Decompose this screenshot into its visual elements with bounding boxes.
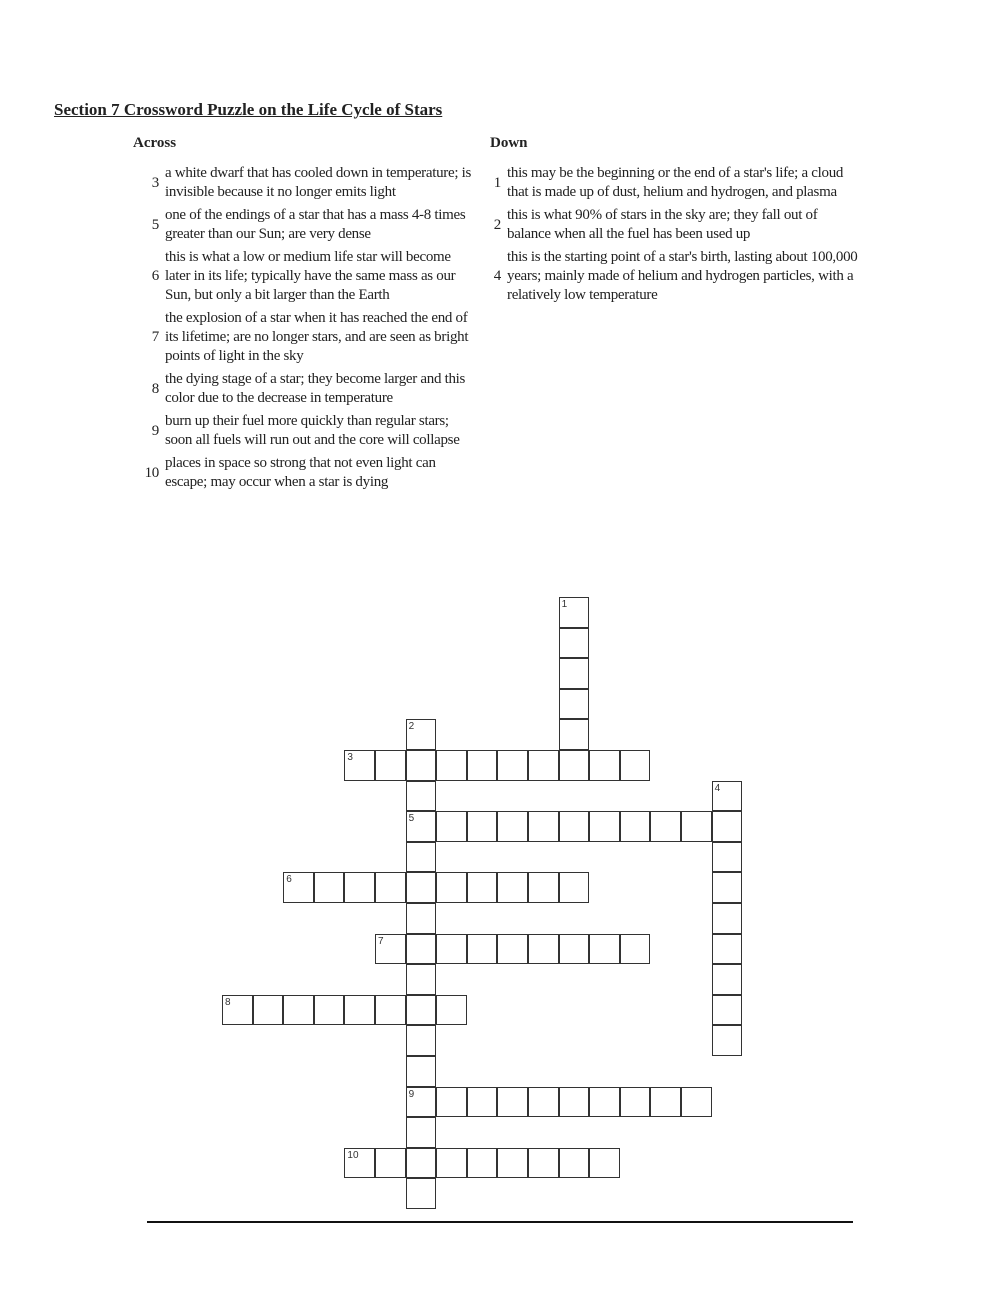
grid-cell[interactable] <box>497 811 528 842</box>
grid-cell[interactable] <box>436 750 467 781</box>
grid-cell[interactable] <box>528 934 559 965</box>
down-clues <box>490 135 860 309</box>
clue-text: this may be the beginning or the end of a star's life; a cloud that is made up of dust, helium and hydrogen, and plasma <box>507 165 844 200</box>
grid-cell[interactable] <box>528 811 559 842</box>
grid-cell[interactable] <box>650 811 681 842</box>
grid-cell[interactable] <box>436 1087 467 1118</box>
grid-cell[interactable] <box>467 872 498 903</box>
grid-cell[interactable] <box>436 872 467 903</box>
grid-cell[interactable] <box>436 811 467 842</box>
across-clue <box>133 412 478 450</box>
grid-cell[interactable] <box>712 934 743 965</box>
grid-cell[interactable] <box>528 750 559 781</box>
grid-cell[interactable] <box>497 934 528 965</box>
grid-cell[interactable] <box>344 995 375 1026</box>
grid-cell[interactable] <box>620 934 651 965</box>
grid-cell[interactable] <box>406 719 437 750</box>
across-clue <box>133 164 478 202</box>
grid-cell[interactable] <box>436 995 467 1026</box>
grid-cell[interactable] <box>589 1087 620 1118</box>
cell-number: 3 <box>347 752 353 763</box>
grid-cell[interactable] <box>314 872 345 903</box>
clue-text: this is what 90% of stars in the sky are; they fall out of balance when all the fuel has been used up <box>507 207 818 242</box>
grid-cell[interactable] <box>406 1148 437 1179</box>
down-clue <box>490 248 860 305</box>
grid-cell[interactable] <box>406 750 437 781</box>
cell-number: 10 <box>347 1149 359 1161</box>
grid-cell[interactable] <box>467 934 498 965</box>
section-title: Section 7 Crossword Puzzle on the Life Cycle of Stars <box>54 100 443 119</box>
cell-number: 9 <box>408 1088 415 1100</box>
cell-number: 1 <box>561 599 568 610</box>
cell-number: 4 <box>714 782 721 794</box>
grid-cell[interactable] <box>497 1148 528 1179</box>
clue-text: burn up their fuel more quickly than regular stars; soon all fuels will run out and the core will collapse <box>165 413 460 448</box>
grid-cell[interactable] <box>406 872 437 903</box>
clue-number: 5 <box>151 216 159 233</box>
grid-cell[interactable] <box>559 872 590 903</box>
grid-cell[interactable] <box>528 872 559 903</box>
across-clue <box>133 370 478 408</box>
grid-cell[interactable] <box>406 964 437 995</box>
grid-cell[interactable] <box>283 872 314 903</box>
grid-cell[interactable] <box>314 995 345 1026</box>
grid-cell[interactable] <box>712 964 743 995</box>
clue-text: the dying stage of a star; they become larger and this color due to the decrease in temperature <box>165 371 466 406</box>
clue-text: one of the endings of a star that has a mass 4-8 times greater than our Sun; are very dense <box>165 207 466 242</box>
grid-cell[interactable] <box>467 750 498 781</box>
clue-number: 6 <box>151 268 159 284</box>
grid-cell[interactable] <box>375 872 406 903</box>
cell-number: 7 <box>378 935 384 947</box>
grid-cell[interactable] <box>559 628 590 659</box>
clue-text: this is what a low or medium life star will become later in its life; typically have the same mass as our Sun, but only a bit larger than the Earth <box>165 249 456 303</box>
grid-cell[interactable] <box>436 934 467 965</box>
clue-text: the explosion of a star when it has reached the end of its lifetime; are no longer stars, and are seen as bright points of light in the sky <box>165 310 469 364</box>
clue-number: 3 <box>151 174 159 191</box>
grid-cell[interactable] <box>589 1148 620 1179</box>
clue-text: a white dwarf that has cooled down in temperature; is invisible because it no longer emits light <box>165 165 472 200</box>
down-heading: Down <box>490 135 528 151</box>
across-clue <box>133 206 478 244</box>
grid-cell[interactable] <box>712 872 743 903</box>
grid-cell[interactable] <box>406 1056 437 1087</box>
grid-cell[interactable] <box>620 1087 651 1118</box>
grid-cell[interactable] <box>406 1087 437 1118</box>
bottom-rule <box>147 1221 853 1223</box>
clue-text: places in space so strong that not even light can escape; may occur when a star is dying <box>165 455 436 490</box>
grid-cell[interactable] <box>406 934 437 965</box>
grid-cell[interactable] <box>375 934 406 965</box>
grid-cell[interactable] <box>620 750 651 781</box>
grid-cell[interactable] <box>650 1087 681 1118</box>
across-heading: Across <box>133 135 177 151</box>
grid-cell[interactable] <box>406 1025 437 1056</box>
grid-cell[interactable] <box>406 1117 437 1148</box>
grid-cell[interactable] <box>559 1087 590 1118</box>
grid-cell[interactable] <box>375 995 406 1026</box>
grid-cell[interactable] <box>712 842 743 873</box>
grid-cell[interactable] <box>406 781 437 812</box>
cell-number: 6 <box>286 874 292 886</box>
clue-number: 9 <box>151 422 159 439</box>
grid-cell[interactable] <box>589 750 620 781</box>
clue-number: 10 <box>144 464 159 481</box>
grid-cell[interactable] <box>589 811 620 842</box>
clue-number: 1 <box>493 174 501 191</box>
grid-cell[interactable] <box>375 750 406 781</box>
grid-cell[interactable] <box>559 811 590 842</box>
cell-number: 5 <box>408 813 415 825</box>
down-clue <box>490 164 860 202</box>
cell-number: 8 <box>225 996 231 1008</box>
grid-cell[interactable] <box>712 811 743 842</box>
grid-cell[interactable] <box>344 1148 375 1179</box>
grid-cell[interactable] <box>375 1148 406 1179</box>
grid-cell[interactable] <box>467 1148 498 1179</box>
grid-cell[interactable] <box>406 903 437 934</box>
grid-cell[interactable] <box>559 750 590 781</box>
grid-cell[interactable] <box>497 872 528 903</box>
grid-cell[interactable] <box>559 934 590 965</box>
grid-cell[interactable] <box>436 1148 467 1179</box>
grid-cell[interactable] <box>467 811 498 842</box>
grid-cell[interactable] <box>559 1148 590 1179</box>
clue-number: 7 <box>151 329 159 345</box>
grid-cell[interactable] <box>712 995 743 1026</box>
across-clue <box>133 248 478 305</box>
grid-cell[interactable] <box>559 719 590 750</box>
grid-cell[interactable] <box>589 934 620 965</box>
grid-cell[interactable] <box>222 995 253 1026</box>
grid-cell[interactable] <box>528 1087 559 1118</box>
grid-cell[interactable] <box>406 811 437 842</box>
clue-number: 8 <box>151 380 159 397</box>
cell-number: 2 <box>408 721 415 733</box>
grid-cell[interactable] <box>559 597 590 628</box>
clue-number: 2 <box>493 216 501 233</box>
clue-number: 4 <box>493 268 501 284</box>
grid-cell[interactable] <box>620 811 651 842</box>
grid-cell[interactable] <box>406 842 437 873</box>
across-clues <box>133 135 478 496</box>
grid-cell[interactable] <box>406 995 437 1026</box>
grid-cell[interactable] <box>406 1178 437 1209</box>
grid-cell[interactable] <box>344 750 375 781</box>
grid-cell[interactable] <box>712 781 743 812</box>
grid-cell[interactable] <box>712 1025 743 1056</box>
grid-cell[interactable] <box>283 995 314 1026</box>
grid-cell[interactable] <box>497 750 528 781</box>
grid-cell[interactable] <box>559 658 590 689</box>
grid-cell[interactable] <box>467 1087 498 1118</box>
clue-text: this is the starting point of a star's birth, lasting about 100,000 years; mainly made of helium and hydrogen particles, with a relatively low temperature <box>507 249 858 303</box>
grid-cell[interactable] <box>528 1148 559 1179</box>
across-clue <box>133 309 478 366</box>
across-clue <box>133 454 478 492</box>
grid-cell[interactable] <box>497 1087 528 1118</box>
grid-cell[interactable] <box>712 903 743 934</box>
grid-cell[interactable] <box>344 872 375 903</box>
grid-cell[interactable] <box>253 995 284 1026</box>
down-clue <box>490 206 860 244</box>
grid-cell[interactable] <box>681 1087 712 1118</box>
grid-cell[interactable] <box>559 689 590 720</box>
grid-cell[interactable] <box>681 811 712 842</box>
